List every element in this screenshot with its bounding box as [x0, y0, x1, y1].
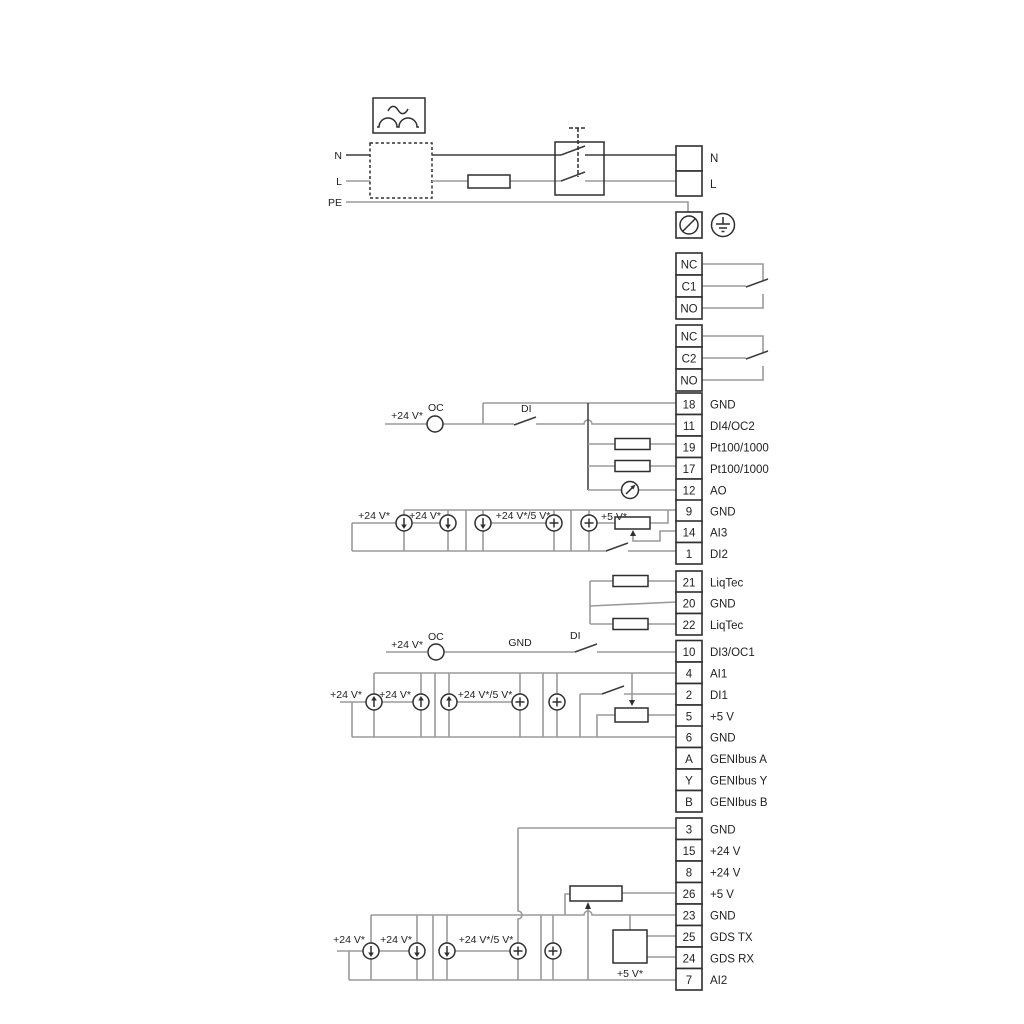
- meter-icon: [622, 482, 639, 499]
- plus-source-icon: [581, 515, 597, 531]
- terminal-label: GENIbus B: [710, 797, 768, 809]
- switch-blade-l: [561, 172, 585, 181]
- terminal-number: 6: [685, 732, 693, 745]
- switch-blade-n: [561, 146, 585, 155]
- current-source-icon: [363, 943, 379, 959]
- wire-label: +24 V*: [333, 934, 365, 946]
- terminal-number: 25: [682, 932, 696, 944]
- switch-link: [569, 128, 587, 177]
- terminal-number: 4: [685, 668, 693, 681]
- terminal-label: DI2: [710, 549, 728, 561]
- terminal-label: GENIbus A: [710, 754, 767, 766]
- relay-terminal-label: C1: [681, 281, 697, 294]
- terminal-label: GND: [710, 598, 736, 611]
- power-terminal-box: [676, 146, 702, 196]
- power-section: [328, 98, 735, 238]
- relay-terminal-label: C2: [681, 353, 697, 366]
- pot-wiper: [629, 700, 635, 706]
- resistor: [615, 461, 650, 472]
- terminal-number: A: [685, 754, 693, 766]
- terminal-number: 5: [685, 711, 693, 724]
- wire-label: +24 V*/5 V*: [495, 510, 551, 522]
- current-source-icon: [441, 694, 457, 710]
- terminal-label: GND: [710, 824, 736, 837]
- terminal-number: 24: [682, 953, 696, 966]
- terminal-label: GDS RX: [710, 953, 755, 966]
- terminal-label: +5 V: [710, 711, 734, 724]
- terminal-number: B: [685, 797, 693, 809]
- relay-terminal-label: NO: [680, 375, 698, 388]
- current-source-icon: [475, 515, 491, 531]
- power-in-n-label: N: [334, 150, 342, 162]
- power-in-pe-label: PE: [327, 197, 342, 209]
- pot-wiper: [630, 530, 636, 536]
- wire-label: +24 V*: [409, 510, 441, 522]
- terminal-label: GND: [710, 399, 736, 412]
- terminal-number: 21: [682, 577, 696, 590]
- relay-wiring: [702, 264, 768, 380]
- terminal-label: LiqTec: [710, 620, 744, 632]
- terminal-label: GND: [710, 506, 736, 519]
- relay-terminal-label: NO: [680, 303, 698, 316]
- current-source-icon: [440, 515, 456, 531]
- wire-label: +24 V*: [391, 410, 423, 422]
- ai2-block: [337, 828, 676, 980]
- relay-terminal-label: NC: [680, 331, 698, 344]
- wire-label: DI: [521, 403, 532, 415]
- resistor: [613, 576, 648, 587]
- terminal-number: 12: [682, 485, 696, 498]
- earth-icon: [712, 214, 735, 237]
- converter-icon: [373, 98, 425, 133]
- terminal-number: 3: [685, 824, 693, 837]
- terminal-label: LiqTec: [710, 577, 744, 590]
- terminal-label: AI1: [710, 668, 728, 681]
- terminal-label: AO: [710, 485, 727, 498]
- terminal-label: AI2: [710, 975, 728, 987]
- current-source-icon: [439, 943, 455, 959]
- terminal-label: GDS TX: [710, 932, 753, 944]
- terminal-label: AI3: [710, 527, 728, 540]
- terminal-number: 17: [682, 464, 696, 476]
- wire-label: OC: [428, 402, 444, 414]
- power-in-l-label: L: [336, 176, 342, 188]
- filter-box: [370, 143, 432, 198]
- terminal-label: +24 V: [710, 846, 741, 858]
- terminal-number: 8: [685, 867, 693, 880]
- terminal-strip: [676, 393, 769, 990]
- power-out-l-label: L: [710, 179, 717, 191]
- wire-label: +24 V*/5 V*: [457, 689, 513, 701]
- terminal-number: 20: [682, 598, 696, 611]
- pe-terminal: [676, 212, 702, 238]
- oc-circle: [428, 644, 444, 660]
- oc-circle: [427, 416, 443, 432]
- wire-pe: [346, 202, 688, 212]
- relay-terminals: [676, 253, 702, 391]
- terminal-number: 18: [682, 399, 696, 412]
- terminal-number: 7: [685, 975, 693, 987]
- terminal-number: 23: [682, 910, 696, 923]
- wire-label: DI: [570, 630, 581, 642]
- wire-label: GND: [508, 637, 532, 649]
- terminal-number: 14: [682, 527, 696, 540]
- wire-label: OC: [428, 631, 444, 643]
- plus-source-icon: [545, 943, 561, 959]
- potentiometer: [615, 708, 648, 722]
- wire-label: +24 V*: [380, 934, 412, 946]
- terminal-number: 11: [683, 421, 695, 433]
- wire-label: +24 V*: [391, 639, 423, 651]
- terminal-label: DI4/OC2: [710, 421, 755, 433]
- power-out-n-label: N: [710, 153, 719, 165]
- terminal-number: 2: [685, 690, 693, 702]
- resistor: [613, 619, 648, 630]
- current-source-icon: [413, 694, 429, 710]
- pot-wiper: [585, 902, 591, 909]
- terminal-number: 1: [685, 549, 693, 561]
- liqtec-block: [590, 576, 676, 630]
- wire-label: +5 V*: [617, 968, 643, 980]
- terminal-label: Pt100/1000: [710, 442, 769, 455]
- terminal-number: 22: [682, 620, 696, 632]
- terminal-number: 19: [682, 442, 696, 455]
- main-switch: [555, 142, 604, 195]
- terminal-label: DI3/OC1: [710, 647, 755, 659]
- relay-terminal-label: NC: [680, 259, 698, 272]
- terminal-label: GENIbus Y: [710, 775, 768, 788]
- terminal-number: 9: [685, 506, 693, 519]
- terminal-label: Pt100/1000: [710, 464, 769, 476]
- wire-label: +24 V*: [330, 689, 362, 701]
- plus-source-icon: [512, 694, 528, 710]
- potentiometer: [570, 886, 622, 901]
- terminal-number: 26: [682, 889, 696, 901]
- terminal-label: GND: [710, 732, 736, 745]
- gds-module-box: [613, 930, 647, 963]
- terminal-label: +24 V: [710, 867, 741, 880]
- wire-label: +24 V*/5 V*: [458, 934, 514, 946]
- terminal-label: GND: [710, 910, 736, 923]
- wire-label: +24 V*: [379, 689, 411, 701]
- wire-label: +24 V*: [358, 510, 390, 522]
- resistor: [615, 439, 650, 450]
- terminal-label: +5 V: [710, 889, 734, 901]
- terminal-number: Y: [685, 775, 693, 788]
- plus-source-icon: [549, 694, 565, 710]
- fuse: [468, 175, 510, 188]
- di4-block: [385, 403, 676, 499]
- ai1-block: [340, 673, 676, 737]
- wire-label: +5 V*: [601, 511, 627, 523]
- terminal-number: 15: [682, 846, 696, 858]
- terminal-number: 10: [682, 647, 696, 659]
- terminal-label: DI1: [710, 690, 728, 702]
